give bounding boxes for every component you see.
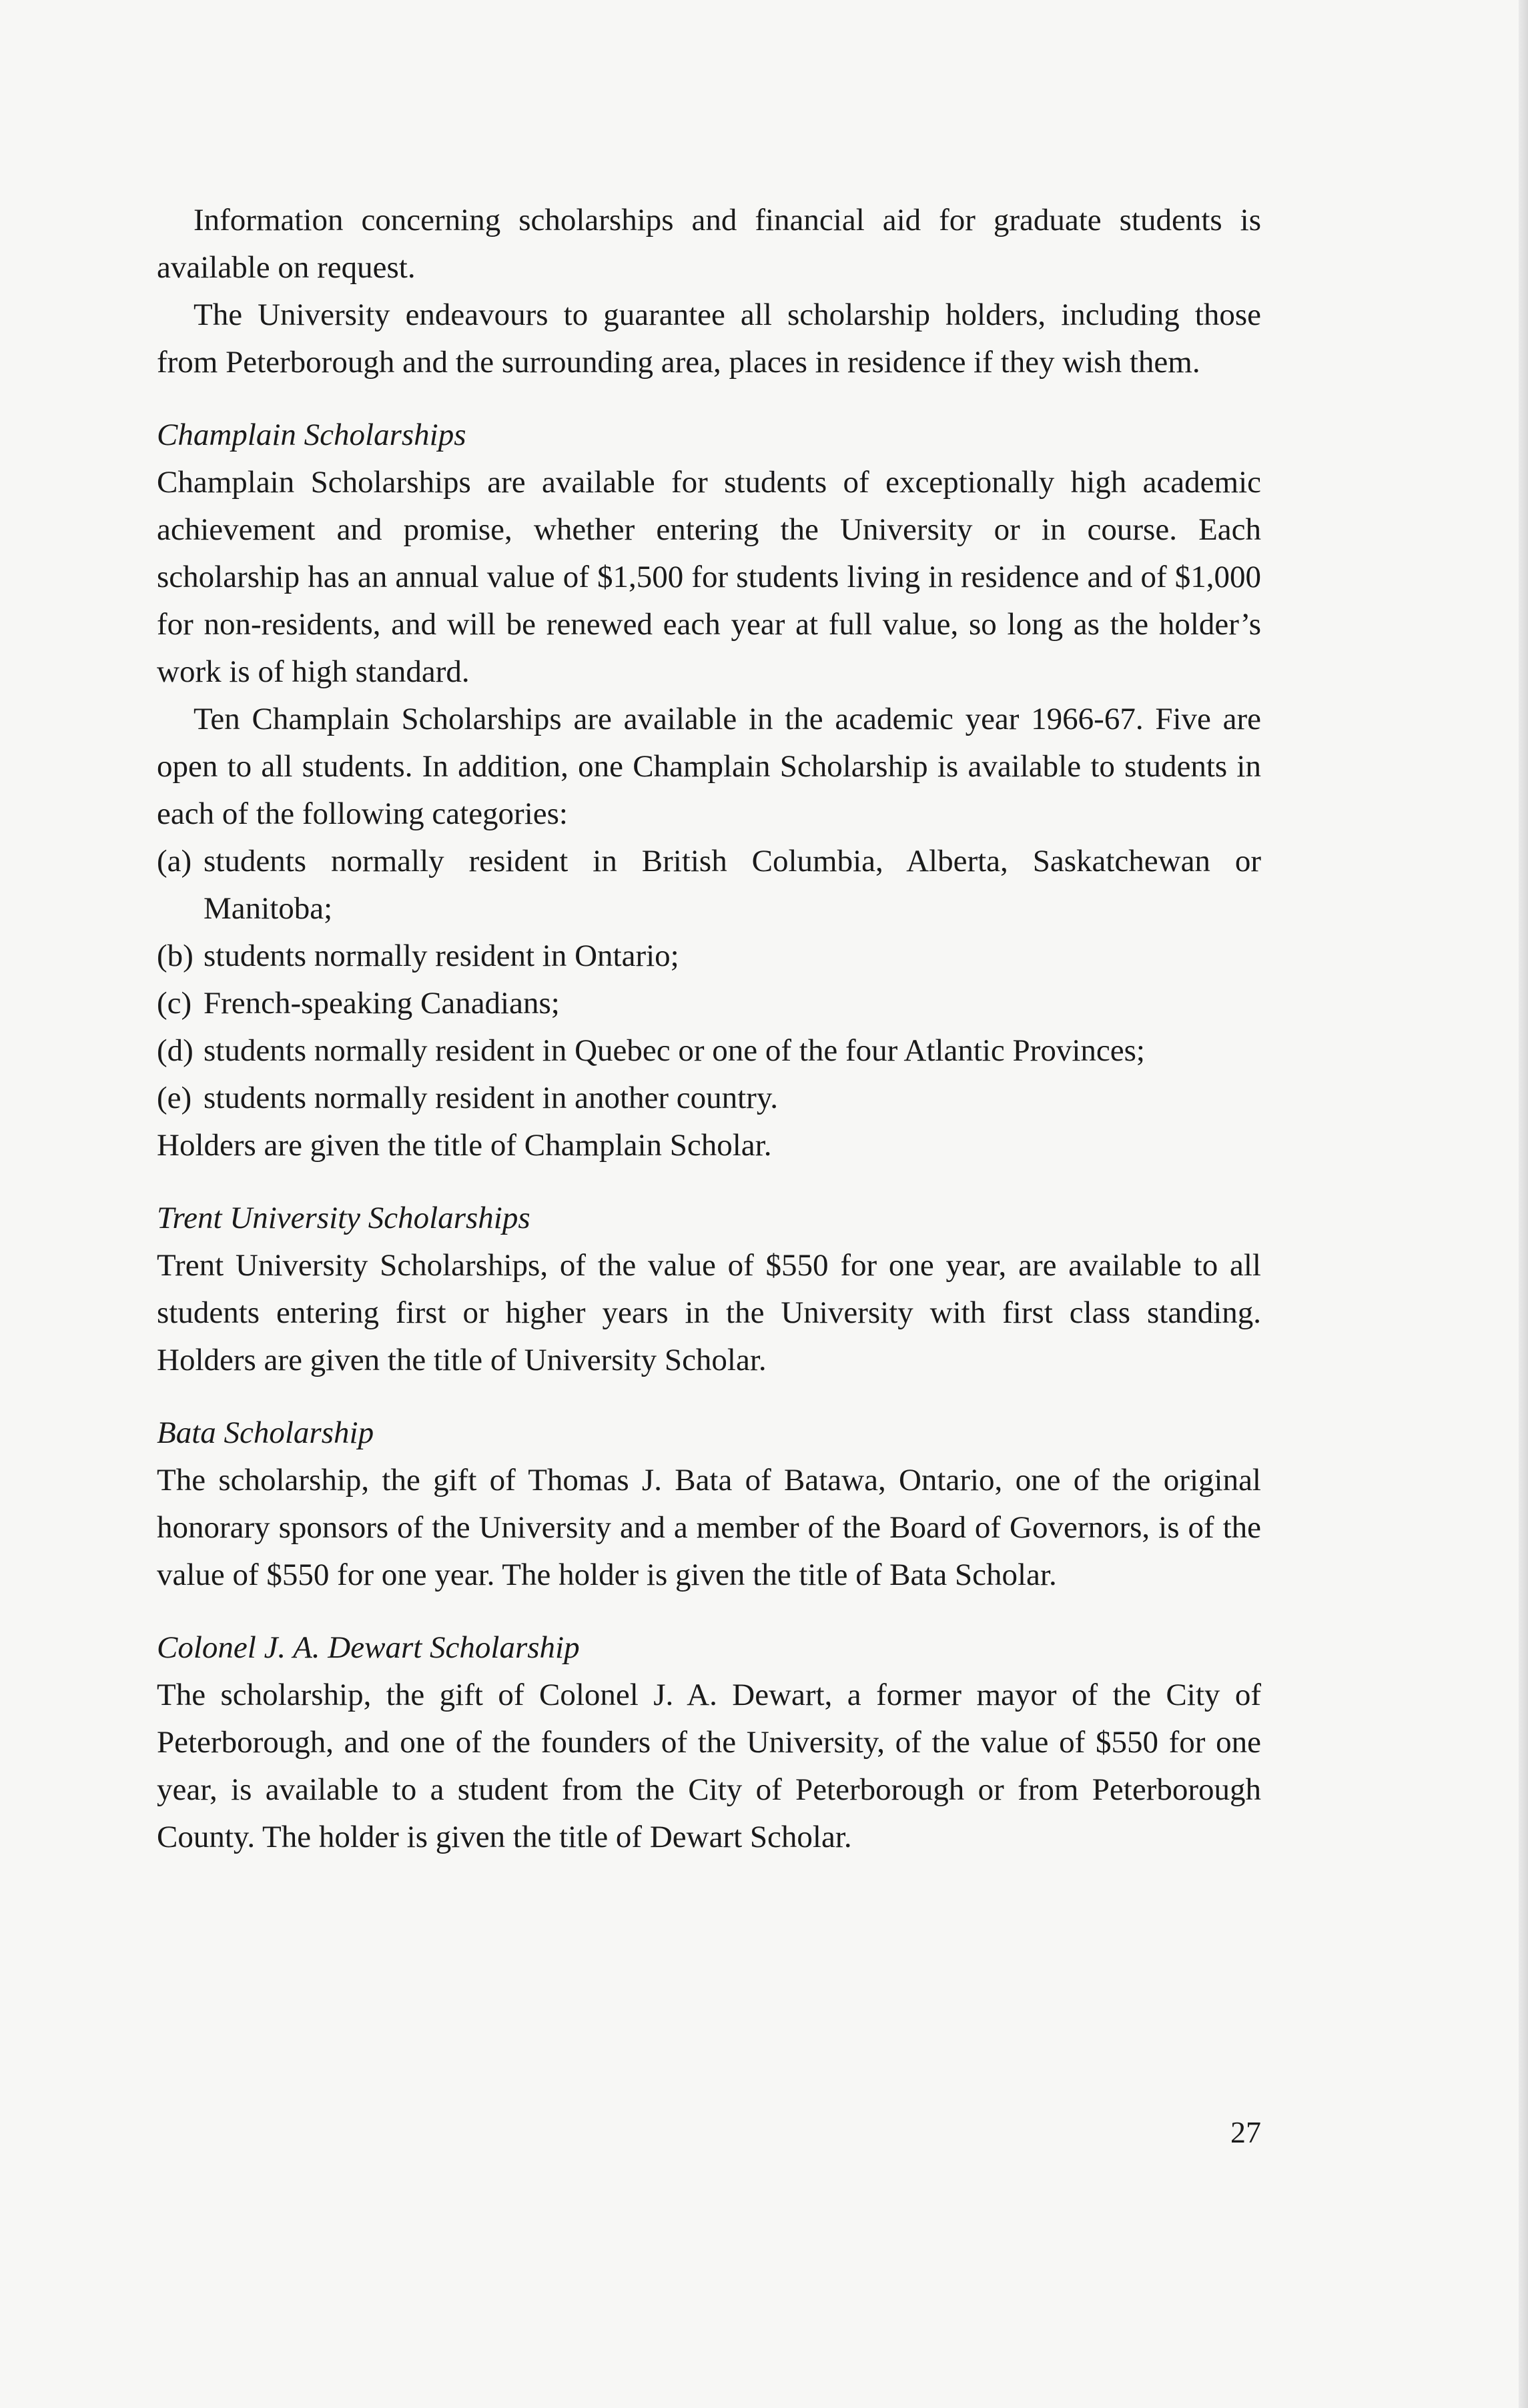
category-list-item xyxy=(157,838,1261,933)
page-number: 27 xyxy=(1230,2115,1261,2149)
heading-champlain-scholarships: Champlain Scholarships xyxy=(157,418,466,452)
page-body xyxy=(157,197,1261,1861)
intro-paragraph-financial-aid: Information concerning scholarships and financial aid for graduate students is available on request. xyxy=(157,203,1261,285)
category-list-item xyxy=(157,980,1261,1027)
category-marker: (a) xyxy=(157,844,192,878)
heading-trent-university-scholarships: Trent University Scholarships xyxy=(157,1201,530,1235)
champlain-category-list xyxy=(157,838,1261,1122)
trent-paragraph: Trent University Scholarships, of the value of $550 for one year, are available to all students entering first or higher years in the University with first class standing. Holders are given the title of University Scholar. xyxy=(157,1248,1261,1377)
bata-paragraph: The scholarship, the gift of Thomas J. Bata of Batawa, Ontario, one of the original honorary sponsors of the University and a member of the Board of Governors, is of the value of $550 for one year. The holder is given the title of Bata Scholar. xyxy=(157,1463,1261,1592)
category-text: students normally resident in British Columbia, Alberta, Saskatchewan or Manitoba; xyxy=(204,844,1261,926)
category-marker: (d) xyxy=(157,1033,194,1068)
dewart-paragraph: The scholarship, the gift of Colonel J. A. Dewart, a former mayor of the City of Peterborough, and one of the founders of the University, of the value of $550 for one year, is available to a student from the City of Peterborough or from Peterborough County. The holder is given the title of Dewart Scholar. xyxy=(157,1678,1261,1854)
category-text: students normally resident in another country. xyxy=(204,1081,779,1115)
category-text: students normally resident in Ontario; xyxy=(204,939,679,973)
champlain-paragraph-description: Champlain Scholarships are available for students of exceptionally high academic achievement and promise, whether entering the University or in course. Each scholarship has an annual value of $1,500 for students living in residence and of $1,000 for non-residents, and will be renewed each year at full value, so long as the holder’s work is of high standard. xyxy=(157,465,1261,689)
page-edge xyxy=(1519,0,1528,2408)
category-list-item xyxy=(157,1075,1261,1122)
category-text: French-speaking Canadians; xyxy=(204,986,560,1021)
intro-paragraph-residence: The University endeavours to guarantee all scholarship holders, including those from Peterborough and the surrounding area, places in residence if they wish them. xyxy=(157,297,1261,380)
champlain-closing-line: Holders are given the title of Champlain Scholar. xyxy=(157,1128,772,1163)
champlain-paragraph-availability: Ten Champlain Scholarships are available in the academic year 1966-67. Five are open to all students. In addition, one Champlain Scholarship is available to students in each of the following categories: xyxy=(157,702,1261,831)
category-list-item xyxy=(157,1027,1261,1075)
category-marker: (c) xyxy=(157,986,192,1021)
heading-dewart-scholarship: Colonel J. A. Dewart Scholarship xyxy=(157,1630,580,1665)
heading-bata-scholarship: Bata Scholarship xyxy=(157,1415,374,1450)
category-marker: (b) xyxy=(157,939,194,973)
category-list-item xyxy=(157,933,1261,980)
category-text: students normally resident in Quebec or one of the four Atlantic Provinces; xyxy=(204,1033,1145,1068)
category-marker: (e) xyxy=(157,1081,192,1115)
